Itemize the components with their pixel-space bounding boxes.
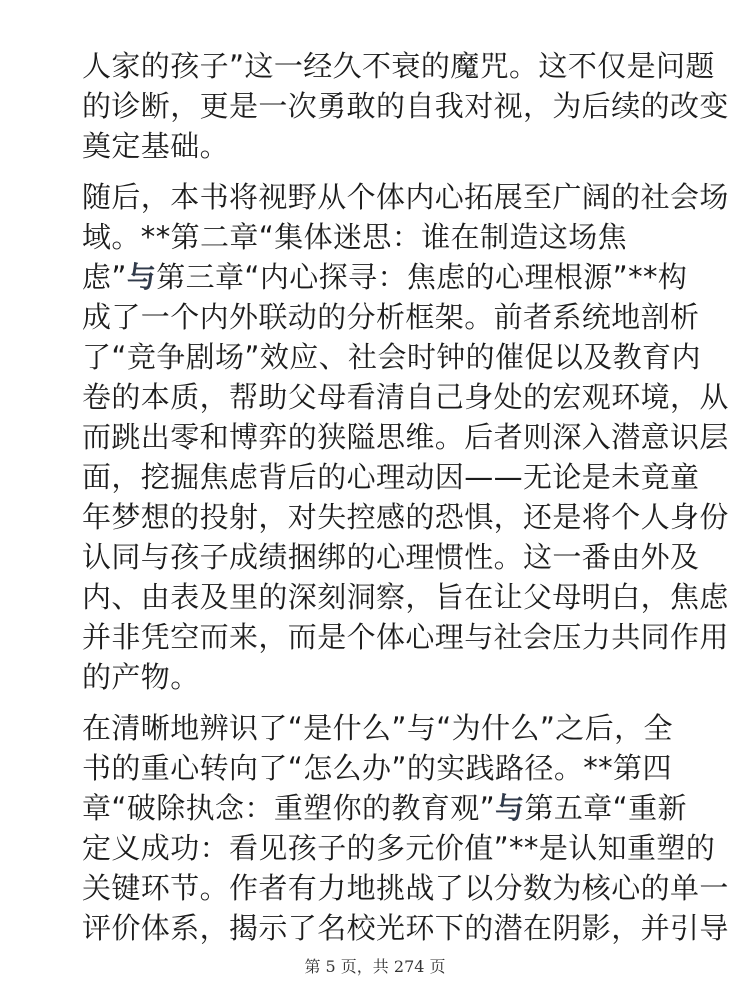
text-segment: 评价体系，揭示了名校光环下的潜在阴影，并引导 — [82, 911, 729, 945]
text-segment: 人家的孩子”这一经久不衰的魔咒。这不仅是问题 — [82, 49, 715, 83]
text-segment: 内、由表及里的深刻洞察，旨在让父母明白，焦虑 — [82, 580, 729, 614]
text-line — [82, 908, 729, 948]
text-line — [82, 537, 700, 577]
text-segment: 关键环节。作者有力地挑战了以分数为核心的单一 — [82, 871, 729, 905]
text-line — [82, 708, 682, 748]
page-number-footer: 第 5 页，共 274 页 — [304, 957, 446, 976]
text-segment: 成了一个内外联动的分析框架。前者系统地剖析 — [82, 300, 700, 334]
text-line — [82, 86, 729, 126]
text-segment: 面，挖掘焦虑背后的心理动因——无论是未竟童 — [82, 460, 700, 494]
text-line — [82, 617, 729, 657]
text-line — [82, 177, 729, 217]
text-line — [82, 788, 687, 828]
text-segment: 年梦想的投射，对失控感的恐惧，还是将个人身份 — [82, 500, 729, 534]
text-line — [82, 868, 729, 908]
text-segment: 奠定基础。 — [82, 129, 230, 163]
text-line — [82, 657, 682, 697]
paragraph-2 — [82, 177, 729, 697]
text-segment: 而跳出零和博弈的狭隘思维。后者则深入潜意识层 — [82, 420, 729, 454]
text-line — [82, 497, 729, 537]
text-line — [82, 257, 688, 297]
text-segment: 认同与孩子成绩捆绑的心理惯性。这一番由外及 — [82, 540, 700, 574]
paragraph-3 — [82, 708, 729, 948]
text-line — [82, 297, 700, 337]
emphasis-text: 与 — [126, 260, 157, 294]
text-segment: 书的重心转向了“怎么办”的实践路径。**第四 — [82, 751, 672, 785]
text-line — [82, 126, 682, 166]
text-segment: 的诊断，更是一次勇敢的自我对视，为后续的改变 — [82, 89, 729, 123]
text-line — [82, 337, 701, 377]
text-line — [82, 457, 700, 497]
text-segment: 章“破除执念：重塑你的教育观” — [82, 791, 496, 825]
text-segment: 的产物。 — [82, 660, 200, 694]
text-line — [82, 417, 729, 457]
text-line — [82, 46, 715, 86]
text-segment: 在清晰地辨识了“是什么”与“为什么”之后，全 — [82, 711, 673, 745]
text-line — [82, 828, 716, 868]
text-segment: 域。**第二章“集体迷思：谁在制造这场焦 — [82, 220, 628, 254]
text-segment: 定义成功：看见孩子的多元价值”**是认知重塑的 — [82, 831, 716, 865]
text-line — [82, 748, 682, 788]
text-line — [82, 577, 729, 617]
text-line — [82, 217, 682, 257]
text-segment: 了“竞争剧场”效应、社会时钟的催促以及教育内 — [82, 340, 701, 374]
document-body — [82, 46, 729, 959]
text-segment: 卷的本质，帮助父母看清自己身处的宏观环境，从 — [82, 380, 729, 414]
text-segment: 随后，本书将视野从个体内心拓展至广阔的社会场 — [82, 180, 729, 214]
text-line — [82, 377, 729, 417]
text-segment: 并非凭空而来，而是个体心理与社会压力共同作用 — [82, 620, 729, 654]
paragraph-1 — [82, 46, 729, 166]
text-segment: 虑” — [82, 260, 127, 294]
emphasis-text: 与 — [495, 791, 525, 825]
text-segment: 第三章“内心探寻：焦虑的心理根源”**构 — [156, 260, 688, 294]
text-segment: 第五章“重新 — [524, 791, 687, 825]
